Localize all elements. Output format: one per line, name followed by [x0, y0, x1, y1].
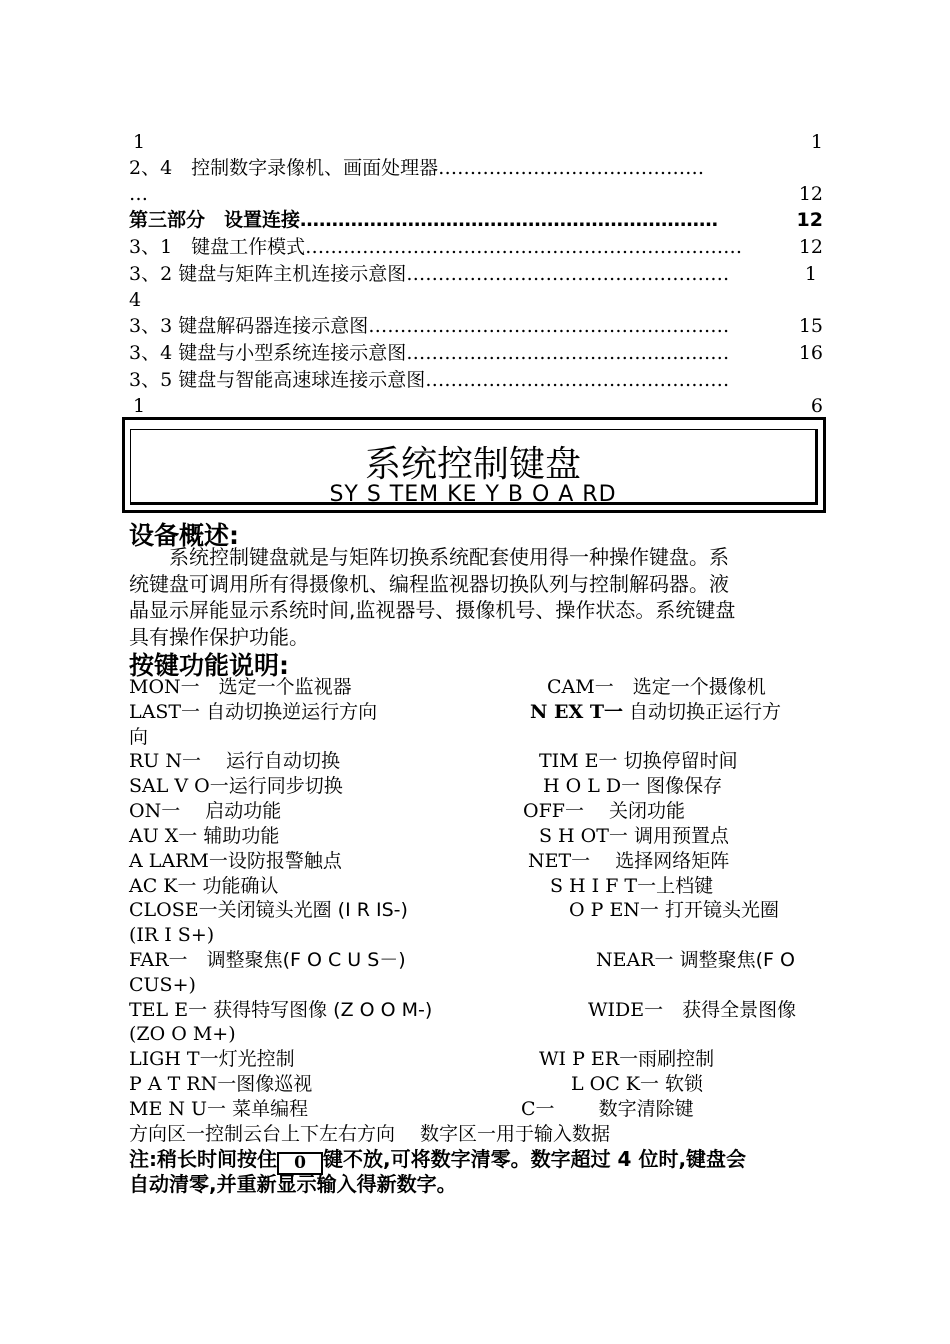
- note-line: [129, 1147, 746, 1175]
- toc-line[interactable]: [129, 181, 823, 207]
- key-item-right: [547, 675, 766, 700]
- paragraph-line: 系统控制键盘就是与矩阵切换系统配套使用得一种操作键盘。系: [129, 545, 729, 569]
- key-description: 选定一个监视器: [199, 676, 352, 698]
- key-description: 软锁: [659, 1073, 704, 1095]
- key-description: 选择网络矩阵: [590, 850, 730, 872]
- toc-line-text: 3、5 键盘与智能高速球连接示意图…………………………………………: [129, 369, 730, 391]
- toc-page-number: 12: [796, 209, 823, 231]
- key-name: P A T RN: [129, 1073, 218, 1095]
- toc-line-text: 4: [129, 289, 142, 311]
- key-name: NET一: [528, 850, 591, 872]
- key-description: 切换停留时间: [617, 750, 738, 772]
- key-name: FAR一: [129, 949, 188, 971]
- toc-page-number: 16: [798, 342, 823, 364]
- toc-line-text: 1: [133, 395, 146, 417]
- toc-line-text: 第三部分 设置连接…………………………………………………………: [129, 209, 719, 231]
- key-name: TEL E一: [129, 999, 208, 1021]
- key-description: 获得特写图像 (Z O O M-): [207, 999, 433, 1021]
- toc-page-number: 12: [798, 183, 823, 205]
- key-name: L OC K一: [571, 1073, 660, 1095]
- key-item-left: [129, 923, 214, 948]
- key-item-left: [129, 824, 279, 849]
- key-item-right: [539, 749, 738, 774]
- toc-line[interactable]: [129, 287, 823, 313]
- toc-line[interactable]: [129, 313, 823, 339]
- key-item-right: [569, 898, 779, 923]
- key-item-right: [588, 998, 796, 1023]
- key-name: N EX T一: [530, 701, 623, 723]
- key-description: 功能确认: [196, 875, 279, 897]
- key-name: LIGH T: [129, 1048, 200, 1070]
- toc-page-number: 6: [810, 395, 823, 417]
- toc-page-number: 12: [798, 236, 823, 258]
- key-description: 运行自动切换: [200, 750, 341, 772]
- key-description: 调用预置点: [627, 825, 729, 847]
- document-title: 系统控制键盘: [364, 444, 581, 485]
- key-name: WI P ER: [539, 1048, 620, 1070]
- key-description: 关闭功能: [583, 800, 685, 822]
- key-description: 一关闭镜头光圈 (I R IS-): [198, 899, 408, 921]
- key-item-right: [521, 1097, 694, 1122]
- key-item-left: [129, 1022, 236, 1047]
- key-item-left: [129, 749, 340, 774]
- key-name: AC K一: [129, 875, 197, 897]
- key-item-left: [129, 973, 196, 998]
- key-item-left: [129, 700, 377, 725]
- paragraph-line: 具有操作保护功能。: [129, 624, 309, 649]
- key-description: 一图像巡视: [217, 1073, 313, 1095]
- key-description: 打开镜头光圈: [658, 899, 779, 921]
- key-name: CUS+): [129, 974, 196, 996]
- document-subtitle: SY S TEM KE Y B O A RD: [329, 482, 617, 507]
- key-description: 辅助功能: [197, 825, 280, 847]
- toc-line[interactable]: [129, 261, 823, 287]
- toc-page-number: 1: [810, 131, 823, 153]
- toc-line[interactable]: [133, 129, 823, 155]
- key-item-left: [129, 675, 352, 700]
- note-text: 注:稍长时间按住: [129, 1147, 277, 1171]
- key-description: 一设防报警触点: [208, 850, 342, 872]
- key-description: 菜单编程: [226, 1098, 309, 1120]
- key-description: 一运行同步切换: [209, 775, 343, 797]
- key-item-left: [129, 948, 406, 973]
- key-item-right: [543, 774, 722, 799]
- key-description: 一灯光控制: [199, 1048, 295, 1070]
- toc-line[interactable]: [133, 393, 823, 419]
- key-description: 调整聚焦(F O: [673, 949, 795, 971]
- key-name: NEAR一: [596, 949, 674, 971]
- key-item-left: [129, 774, 343, 799]
- toc-line[interactable]: [129, 367, 823, 393]
- key-item-right: [530, 700, 781, 725]
- title-frame: [122, 417, 826, 513]
- key-name: H O L D一: [543, 775, 641, 797]
- paragraph-line: 统键盘可调用所有得摄像机、编程监视器切换队列与控制解码器。液: [129, 571, 729, 596]
- toc-page-number: 1: [804, 263, 817, 285]
- toc-line-text: 3、2 键盘与矩阵主机连接示意图……………………………………………: [129, 263, 730, 285]
- key-item-right: [539, 824, 729, 849]
- toc-line-text: 3、3 键盘解码器连接示意图…………………………………………………: [129, 315, 730, 337]
- toc-line[interactable]: [129, 340, 823, 366]
- key-description: 一上档键: [637, 875, 714, 897]
- key-name: RU N一: [129, 750, 201, 772]
- key-name: S H OT一: [539, 825, 628, 847]
- key-name: S H I F T: [550, 875, 638, 897]
- keys-heading: 按键功能说明:: [129, 651, 289, 680]
- key-name: C一: [521, 1098, 555, 1120]
- toc-line[interactable]: [129, 234, 823, 260]
- key-description: 一雨刷控制: [619, 1048, 715, 1070]
- key-description: 获得全景图像: [663, 999, 797, 1021]
- key-description: 方向区一控制云台上下左右方向 数字区一用于输入数据: [129, 1123, 611, 1145]
- key-name: MON一: [129, 676, 200, 698]
- note-line: 自动清零,并重新显示输入得新数字。: [129, 1172, 457, 1196]
- overview-heading: 设备概述:: [129, 521, 239, 550]
- key-item-left: [129, 799, 281, 824]
- key-item-left: [129, 898, 408, 923]
- key-description: 启动功能: [180, 800, 282, 822]
- key-item-left: [129, 1072, 312, 1097]
- key-description: 自动切换正运行方: [622, 701, 782, 723]
- key-item-right: [523, 799, 685, 824]
- toc-line[interactable]: [129, 207, 823, 233]
- key-name: WIDE一: [588, 999, 664, 1021]
- toc-page-number: 15: [798, 315, 823, 337]
- key-description: 向: [129, 726, 149, 748]
- key-item-left: [129, 725, 148, 750]
- key-name: TIM E一: [539, 750, 618, 772]
- key-name: SAL V O: [129, 775, 210, 797]
- key-name: OFF一: [523, 800, 584, 822]
- key-item-left: [129, 874, 279, 899]
- key-name: CLOSE: [129, 899, 199, 921]
- zero-key-box: 0: [277, 1152, 323, 1175]
- key-item-left: [129, 1047, 295, 1072]
- toc-line-text: 2、4 控制数字录像机、画面处理器……………………………………: [129, 157, 705, 179]
- key-description: 自动切换逆运行方向: [200, 701, 378, 723]
- key-description: 调整聚焦(F O C U S－): [187, 949, 406, 971]
- key-name: (ZO O M+): [129, 1023, 236, 1045]
- toc-line-text: …: [129, 183, 148, 205]
- key-name: AU X一: [129, 825, 198, 847]
- key-name: ME N U一: [129, 1098, 227, 1120]
- key-name: O P EN一: [569, 899, 659, 921]
- key-item-left: [129, 1097, 308, 1122]
- key-name: CAM一: [547, 676, 614, 698]
- key-item-right: [596, 948, 795, 973]
- key-description: 数字清除键: [554, 1098, 694, 1120]
- toc-line-text: 3、1 键盘工作模式……………………………………………………………: [129, 236, 743, 258]
- toc-line-text: 3、4 键盘与小型系统连接示意图……………………………………………: [129, 342, 730, 364]
- key-item-right: [528, 849, 729, 874]
- key-name: A LARM: [129, 850, 209, 872]
- toc-line[interactable]: [129, 155, 823, 181]
- key-name: LAST一: [129, 701, 201, 723]
- key-item-left: [129, 998, 432, 1023]
- key-description: 图像保存: [640, 775, 723, 797]
- key-item-right: [571, 1072, 703, 1097]
- toc-line-text: 1: [133, 131, 146, 153]
- key-item-right: [539, 1047, 714, 1072]
- paragraph-line: 晶显示屏能显示系统时间,监视器号、摄像机号、操作状态。系统键盘: [129, 598, 736, 622]
- key-item-left: [129, 849, 342, 874]
- key-name: ON一: [129, 800, 181, 822]
- key-description: 选定一个摄像机: [613, 676, 766, 698]
- note-text: 键不放,可将数字清零。数字超过 4 位时,键盘会: [323, 1147, 747, 1171]
- overview-paragraph: [129, 544, 823, 650]
- key-item-left: [129, 1122, 610, 1147]
- key-name: (IR I S+): [129, 924, 215, 946]
- key-item-right: [550, 874, 713, 899]
- title-inner-frame: [130, 429, 818, 505]
